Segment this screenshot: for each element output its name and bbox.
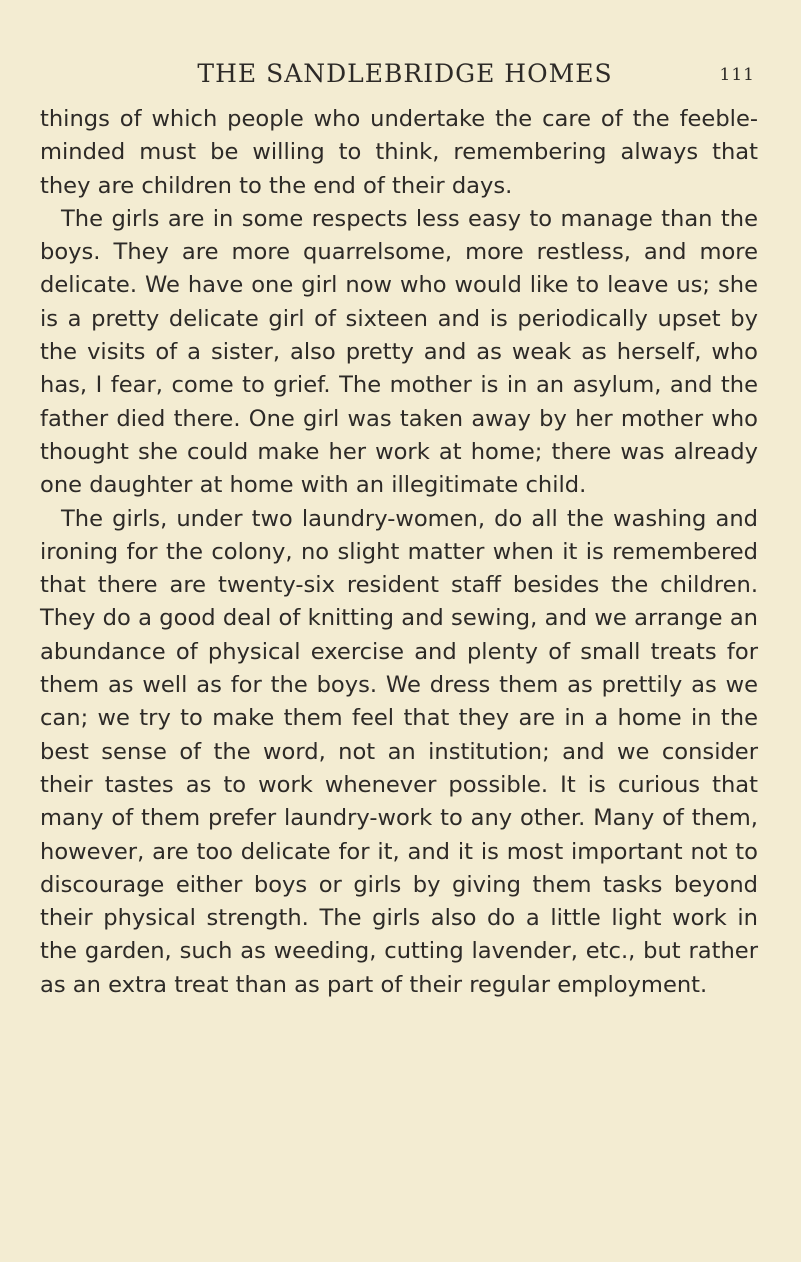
paragraph-continued: things of which people who undertake the care of the feeble-minded must be willing to think, remembering always that they are children to the end of their days. xyxy=(40,106,758,199)
running-title: THE SANDLEBRIDGE HOMES xyxy=(197,59,613,88)
running-head xyxy=(55,56,755,92)
paragraph-girls-work: The girls, under two laundry-women, do all the washing and ironing for the colony, no slight matter when it is remembered that there are twenty-six resident staff besides the children. They do a good deal of knitting and sewing, and we arrange an abundance of physical exercise and plenty of small treats for them as well as for the boys. We dress them as prettily as we can; we try to make them feel that they are in a home in the best sense of the word, not an institution; and we consider their tastes as to work whenever possible. It is curious that many of them prefer laundry-work to any other. Many of them, however, are too delicate for it, and it is most important not to discourage either boys or girls by giving them tasks beyond their physical strength. The girls also do a little light work in the garden, such as weeding, cutting lavender, etc., but rather as an extra treat than as part of their regular employment. xyxy=(40,505,758,998)
body-text xyxy=(40,103,758,1002)
page-number: 111 xyxy=(719,65,755,85)
paragraph-girls-management: The girls are in some respects less easy to manage than the boys. They are more quarrelsome, more restless, and more delicate. We have one girl now who would like to leave us; she is a pretty delicate girl of sixteen and is periodically upset by the visits of a sister, also pretty and as weak as herself, who has, I fear, come to grief. The mother is in an asylum, and the father died there. One girl was taken away by her mother who thought she could make her work at home; there was already one daughter at home with an illegitimate child. xyxy=(40,205,758,499)
